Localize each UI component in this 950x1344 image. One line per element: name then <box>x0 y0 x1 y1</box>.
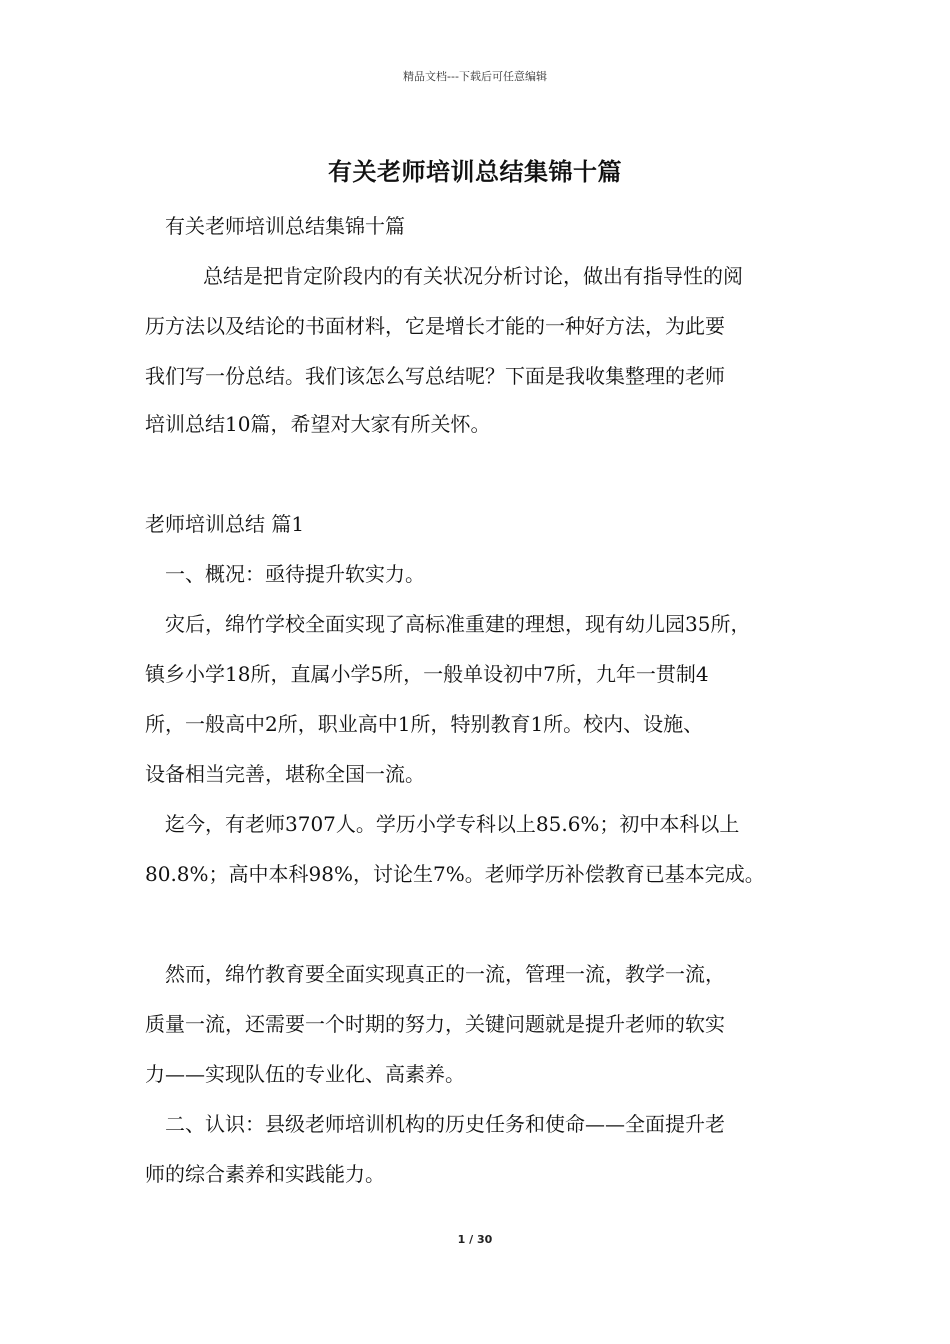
paragraph-line: 所，一般高中2所，职业高中1所，特别教育1所。校内、设施、 <box>145 712 704 736</box>
header-note: 精品文档---下载后可任意编辑 <box>403 70 547 83</box>
paragraph-line: 师的综合素养和实践能力。 <box>145 1162 385 1186</box>
paragraph-line: 灾后，绵竹学校全面实现了高标准重建的理想，现有幼儿园35所， <box>165 612 751 636</box>
paragraph-line: 我们写一份总结。我们该怎么写总结呢？下面是我收集整理的老师 <box>145 364 725 388</box>
paragraph-line: 镇乡小学18所，直属小学5所，一般单设初中7所，九年一贯制4 <box>145 662 709 686</box>
subsection-heading: 一、概况：亟待提升软实力。 <box>165 562 425 586</box>
page-number: 1 / 30 <box>457 1233 493 1246</box>
subtitle-line: 有关老师培训总结集锦十篇 <box>165 214 405 238</box>
subsection-heading: 二、认识：县级老师培训机构的历史任务和使命——全面提升老 <box>165 1112 725 1136</box>
paragraph-line: 培训总结10篇，希望对大家有所关怀。 <box>145 412 491 436</box>
document-title: 有关老师培训总结集锦十篇 <box>328 158 622 186</box>
paragraph-line: 设备相当完善，堪称全国一流。 <box>145 762 425 786</box>
section-heading: 老师培训总结 篇1 <box>145 512 305 536</box>
paragraph-line: 80.8%；高中本科98%，讨论生7%。老师学历补偿教育已基本完成。 <box>145 862 765 886</box>
paragraph-line: 力——实现队伍的专业化、高素养。 <box>145 1062 465 1086</box>
paragraph-line: 总结是把肯定阶段内的有关状况分析讨论，做出有指导性的阅 <box>203 264 743 288</box>
paragraph-line: 然而，绵竹教育要全面实现真正的一流，管理一流，教学一流， <box>165 962 725 986</box>
paragraph-line: 质量一流，还需要一个时期的努力，关键问题就是提升老师的软实 <box>145 1012 725 1036</box>
paragraph-line: 历方法以及结论的书面材料，它是增长才能的一种好方法，为此要 <box>145 314 725 338</box>
paragraph-line: 迄今，有老师3707人。学历小学专科以上85.6%；初中本科以上 <box>165 812 740 836</box>
